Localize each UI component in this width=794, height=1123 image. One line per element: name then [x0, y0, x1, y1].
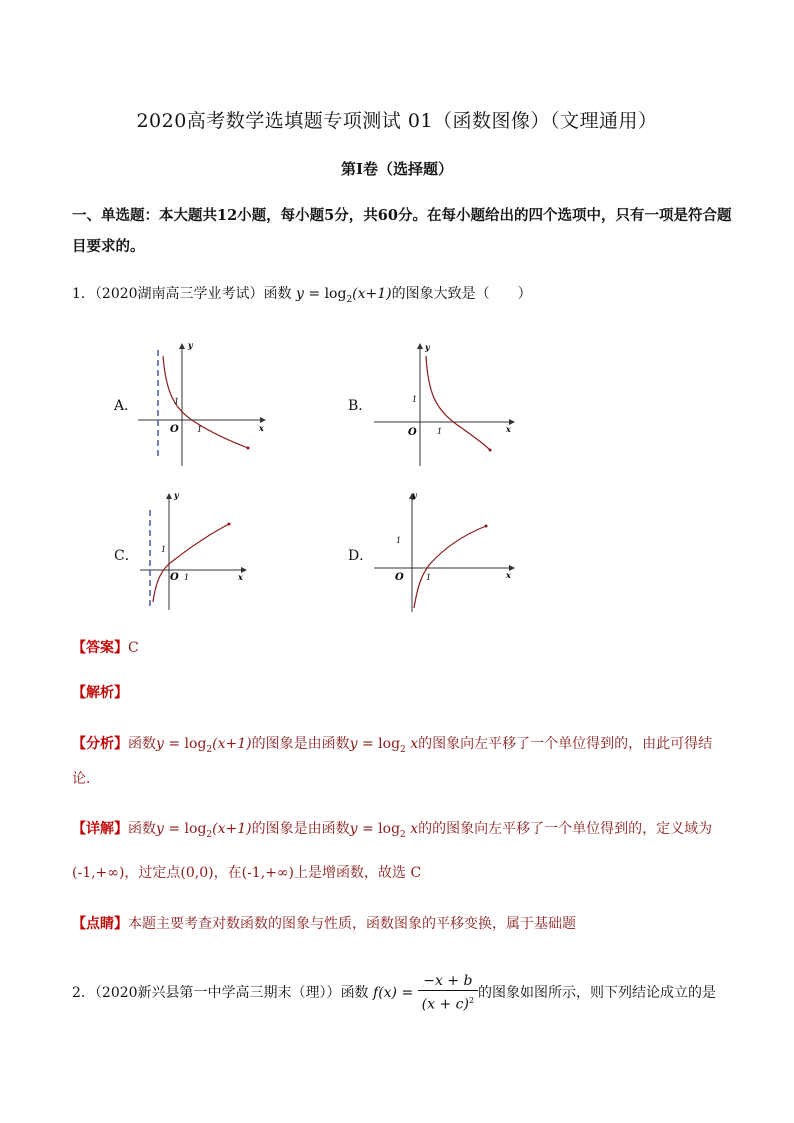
- y-label: y: [174, 490, 179, 500]
- xiangjie-line-2: (-1,+∞)，过定点(0,0)，在(-1,+∞)上是增函数，故选 C: [72, 865, 422, 881]
- answer-line: [72, 637, 752, 659]
- x-label: x: [259, 423, 264, 433]
- option-b-graph: [368, 338, 528, 478]
- dianjing-line: 【点睛】本题主要考查对数函数的图象与性质，函数图象的平移变换，属于基础题: [72, 916, 576, 932]
- x-one-label: 1: [184, 573, 190, 582]
- x-label: x: [506, 424, 511, 434]
- x-one-label: 1: [437, 427, 443, 436]
- answer-value: C: [128, 640, 139, 656]
- question-number: 2．: [72, 985, 95, 1001]
- y-one-label: 1: [396, 536, 402, 545]
- x-label: x: [238, 572, 243, 582]
- y-label: y: [425, 342, 430, 352]
- section-heading: 一、单选题：本大题共12小题，每小题5分，共60分。在每小题给出的四个选项中，只有一项是符合题目要求的。: [72, 207, 732, 255]
- question-number: 1．: [72, 286, 95, 302]
- y-label: y: [412, 490, 417, 500]
- y-one-label: 1: [412, 395, 418, 404]
- answer-tag: 【答案】: [72, 640, 128, 656]
- option-c-label: C．: [114, 548, 139, 564]
- question-source: （2020新兴县第一中学高三期末（理））: [94, 985, 341, 1001]
- function-curve: [414, 526, 486, 608]
- fraction: $\frac{-x + b}{(x + c)^2}$: [418, 972, 478, 1015]
- question-2-stem: 2．（2020新兴县第一中学高三期末（理））函数 f(x) = $\frac{-x + b}{(x + c)^2}$ 的图象如图所示，则下列结论成立的是: [72, 972, 717, 1013]
- analysis-line: [72, 682, 752, 704]
- option-d-graph: [368, 488, 528, 616]
- origin-label: O: [395, 572, 404, 583]
- option-a-label: A．: [114, 398, 139, 414]
- x-one-label: 1: [426, 573, 432, 582]
- x-label: x: [506, 570, 511, 580]
- origin-label: O: [408, 427, 417, 438]
- option-d-label: D．: [348, 548, 374, 564]
- question-1-stem: 1．（2020湖南高三学业考试）函数 $y = \log_2(x+1)$的图象大致是（ ）: [72, 286, 532, 305]
- section-subtitle: 第I卷（选择题）: [340, 160, 454, 178]
- fenxi-line: 【分析】函数$y = \log_2(x+1)$的图象是由函数$y = \log_2 x$的图象向左平移了一个单位得到的，由此可得结: [72, 736, 713, 755]
- y-label: y: [188, 340, 193, 350]
- origin-label: O: [170, 572, 179, 583]
- y-one-label: 1: [174, 397, 180, 406]
- page-title: 2020高考数学选填题专项测试 01（函数图像）（文理通用）: [136, 110, 658, 132]
- y-one-label: 1: [161, 545, 167, 554]
- function-f: f(x) =: [373, 985, 414, 1001]
- origin-label: O: [170, 424, 179, 435]
- xiangjie-line: 【详解】函数$y = \log_2(x+1)$的图象是由函数$y = \log_2 x$的的图象向左平移了一个单位得到的，定义域为: [72, 821, 713, 840]
- function-formula: $y = \log_2(x+1)$: [296, 286, 392, 305]
- function-curve: [153, 524, 229, 602]
- x-one-label: 1: [197, 425, 203, 434]
- option-c-graph: [134, 488, 254, 616]
- question-source: （2020湖南高三学业考试）: [94, 286, 264, 302]
- function-curve: [426, 356, 490, 450]
- option-a-graph: [130, 338, 280, 478]
- fenxi-line-2: 论．: [72, 771, 100, 787]
- option-b-label: B．: [348, 398, 373, 414]
- analysis-tag: 【解析】: [72, 685, 128, 701]
